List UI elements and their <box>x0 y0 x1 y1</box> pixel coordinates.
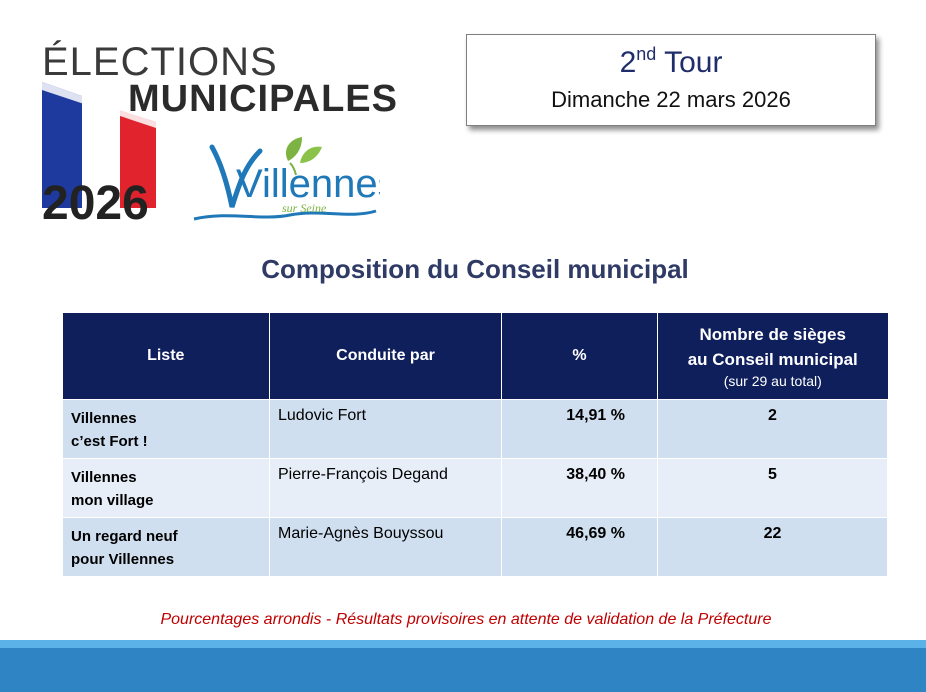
round-word: Tour <box>664 46 723 79</box>
header-list: Liste <box>63 313 270 400</box>
villennes-town-logo <box>190 135 380 230</box>
footnote: Pourcentages arrondis - Résultats provisoires en attente de validation de la Préfecture <box>160 611 772 628</box>
results-table <box>62 313 888 577</box>
list-name-cell <box>63 400 270 459</box>
table-header-row <box>63 313 888 400</box>
header-seats-line1: Nombre de sièges <box>699 325 846 344</box>
header-leader: Conduite par <box>270 313 502 400</box>
list-name-line2: pour Villennes <box>71 551 175 568</box>
table-row <box>63 518 888 577</box>
seats-cell: 5 <box>658 459 888 518</box>
header-percent: % <box>502 313 658 400</box>
election-date: Dimanche 22 mars 2026 <box>551 87 791 112</box>
villennes-logo-graphic <box>190 135 380 230</box>
percent-cell: 38,40 % <box>502 459 658 518</box>
round-suffix: nd <box>636 44 657 64</box>
leaf-icon <box>286 137 302 161</box>
percent-cell: 46,69 % <box>502 518 658 577</box>
round-info-box <box>466 34 876 126</box>
footer-band-highlight <box>0 640 926 648</box>
logo-year: 2026 <box>42 177 149 230</box>
list-name-line1: Villennes <box>71 410 137 427</box>
leader-cell: Marie-Agnès Bouyssou <box>270 518 502 577</box>
list-name-cell <box>63 518 270 577</box>
seats-cell: 2 <box>658 400 888 459</box>
page-title: Composition du Conseil municipal <box>261 254 689 284</box>
table-row <box>63 459 888 518</box>
list-name-cell <box>63 459 270 518</box>
leaf-icon <box>300 147 322 163</box>
list-name-line1: Un regard neuf <box>71 528 178 545</box>
list-name-line2: c’est Fort ! <box>71 433 148 450</box>
seats-cell: 22 <box>658 518 888 577</box>
round-title <box>467 43 875 83</box>
list-name-line2: mon village <box>71 492 154 509</box>
list-name-line1: Villennes <box>71 469 137 486</box>
town-subtitle-text: sur Seine <box>282 201 327 215</box>
footer-band <box>0 648 926 692</box>
logo-word-elections: ÉLECTIONS <box>42 40 278 84</box>
header-seats <box>658 313 888 400</box>
table-row <box>63 400 888 459</box>
town-name-text: Villenne <box>236 162 378 206</box>
header-seats-note: (sur 29 au total) <box>723 373 822 389</box>
header-seats-line2: au Conseil municipal <box>687 350 858 369</box>
round-number: 2 <box>619 46 637 79</box>
logo-word-municipales: MUNICIPALES <box>128 78 398 120</box>
leader-cell: Pierre-François Degand <box>270 459 502 518</box>
percent-cell: 14,91 % <box>502 400 658 459</box>
leader-cell: Ludovic Fort <box>270 400 502 459</box>
